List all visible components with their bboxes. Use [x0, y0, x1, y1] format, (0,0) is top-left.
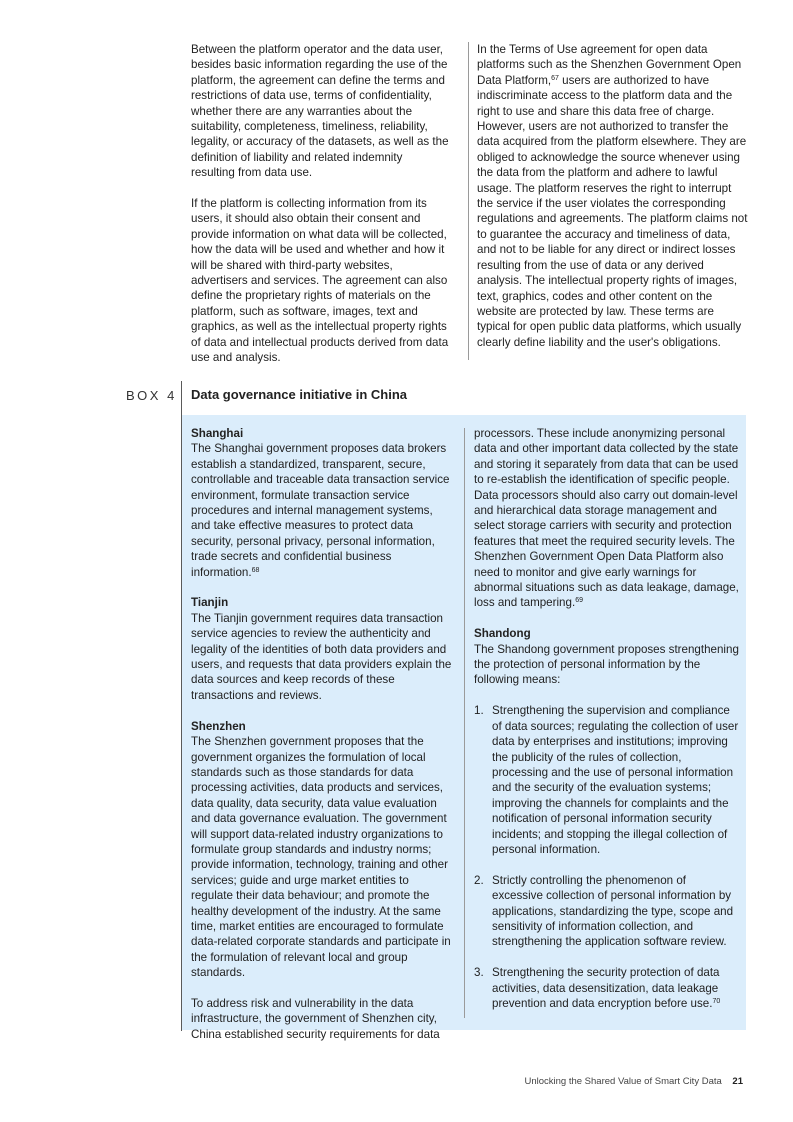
box-right-column: [474, 426, 740, 1011]
box-left-column: [191, 426, 453, 1042]
section-heading-shandong: Shandong: [474, 627, 531, 641]
section-heading-shanghai: Shanghai: [191, 427, 244, 440]
column-divider: [468, 42, 469, 360]
box-column-divider: [464, 428, 465, 1018]
intro-paragraph: Between the platform operator and the data user, besides basic information regarding the use of the platform, the agreement can define the terms and restrictions of data use, terms of confidentiality, whether there are any warranties about the suitability, completeness, timeliness, reliability, legality, or accuracy of the datasets, as well as the definition of liability and related indemnity resulting from data use.: [191, 43, 449, 180]
section-text-shandong: The Shandong government proposes strengthening the protection of personal information by the following means:: [474, 642, 739, 687]
footnote-ref: 70: [712, 997, 721, 1005]
box-title: Data governance initiative in China: [191, 387, 407, 402]
section-text-shenzhen: The Shenzhen government proposes that the government organizes the formulation of local standards such as those standards for data processing activities, data products and services, data quality, data security, data value evaluation and data governance evaluation. The government will support data-related industry organizations to formulate group standards and industry norms; provide information, technology, training and other services; guide and urge market entities to regulate their data behaviour; and promote the healthy development of the industry. At the same time, market entities are encouraged to formulate data-related corporate standards and participate in the formulation of relevant local and group standards.: [191, 735, 451, 980]
section-text-shenzhen-risk: To address risk and vulnerability in the data infrastructure, the government of Shenzhen city, China established security requirements for data: [191, 996, 440, 1041]
footnote-ref: 69: [575, 597, 583, 605]
footnote-ref: 67: [551, 74, 559, 82]
list-item: 1. Strengthening the supervision and compliance of data sources; regulating the collection of user data by enterprises and institutions; improving the publicity of the rules of collection, processing and the use of personal information and the security of the evaluation systems; improving the channels for complaints and the notification of personal information security incidents; and stopping the illegal collection of personal information.: [474, 704, 739, 856]
list-item: 3. Strengthening the security protection of data activities, data desensitization, data leakage prevention and data encryption before use.$^{70}$: [474, 966, 721, 1010]
box-label: BOX 4: [126, 388, 177, 403]
shandong-list: [474, 703, 740, 1011]
footer-title: Unlocking the Shared Value of Smart City Data: [524, 1076, 722, 1087]
intro-left-column: [191, 42, 449, 366]
intro-paragraph: If the platform is collecting information from its users, it should also obtain their consent and provide information on what data will be collected, how the data will be used and whether and how it will be shared with third-party websites, advertisers and services. The agreement can also define the proprietary rights of materials on the platform, such as software, images, text and graphics, as well as the intellectual property rights of data and intellectual products derived from data use and analysis.: [191, 197, 449, 365]
page-number: 21: [732, 1076, 743, 1087]
page-footer: [524, 1076, 743, 1087]
list-item: 2. Strictly controlling the phenomenon of excessive collection of personal information by applications, standardizing the type, scope and sensitivity of information collection, and strengthening the application software review.: [474, 873, 734, 949]
intro-right-column: [477, 42, 749, 350]
section-text-tianjin: The Tianjin government requires data transaction service agencies to review the authenticity and legality of the identities of both data providers and users, and requests that data providers explain the data sources and keep records of these transactions and reviews.: [191, 611, 452, 702]
section-text-shanghai: The Shanghai government proposes data brokers establish a standardized, transparent, secure, controllable and traceable data transaction service environment, formulate transaction service procedures and internal management systems, and take effective measures to protect data security, personal privacy, personal information, trade secrets and confidential business information.$^{68}$: [191, 442, 450, 579]
section-heading-shenzhen: Shenzhen: [191, 719, 246, 733]
intro-paragraph: In the Terms of Use agreement for open data platforms such as the Shenzhen Government Open Data Platform,$^{67}$ users are authorized to have indiscriminate access to the platform data and the right to use and share this data free of charge. However, users are not authorized to transfer the data acquired from the platform elsewhere. They are obliged to acknowledge the source whenever using the data from the platform and adhere to lawful usage. The platform reserves the right to interrupt the service if the user violates the corresponding regulations and agreements. The platform claims not to guarantee the accuracy and timeliness of data, and not to be liable for any direct or indirect losses resulting from the use of data or any derived analysis. The intellectual property rights of images, text, graphics, codes and other content on the website are protected by law. These terms are typical for open public data platforms, which usually clearly define liability and the user's obligations.: [477, 43, 748, 349]
section-text-continued: processors. These include anonymizing personal data and other important data collected by the state and storing it separately from data that can be used to re-establish the identification of specific people. Data processors should also carry out domain-level and hierarchical data storage management and select storage carriers with security and protection features that meet the required security levels. The Shenzhen Government Open Data Platform also need to monitor and give early warnings for abnormal situations such as data leakage, damage, loss and tampering.$^{69}$: [474, 427, 739, 610]
section-heading-tianjin: Tianjin: [191, 596, 229, 610]
footnote-ref: 68: [251, 566, 260, 574]
